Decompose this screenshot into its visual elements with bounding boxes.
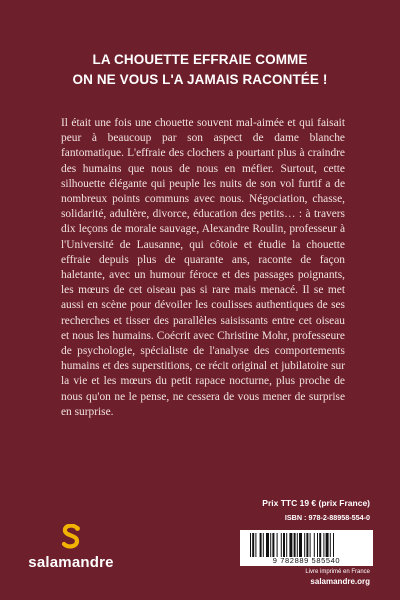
barcode-bar [306,533,308,557]
back-cover-headline [0,50,400,90]
barcode-bar [283,533,285,557]
barcode-bar [299,533,302,557]
salamandre-s-icon [60,524,82,550]
barcode-bar [270,533,271,557]
barcode-bar [250,533,251,557]
barcode-bar [255,533,256,557]
headline-line-2: ON NE VOUS L'A JAMAIS RACONTÉE ! [72,72,328,87]
barcode-bar [330,533,331,557]
barcode-bar [304,533,305,557]
barcode-bar [289,533,292,557]
barcode-digits: 9 782889 585540 [272,556,341,565]
barcode-bar [297,533,298,557]
barcode-bar [277,533,278,557]
price-text: Prix TTC 19 € (prix France) [262,498,370,508]
barcode [240,530,373,566]
barcode-bar [333,533,334,557]
barcode-bar [326,533,329,557]
headline-line-1: LA CHOUETTE EFFRAIE COMME [92,52,308,67]
barcode-bars [250,533,363,557]
barcode-bar [281,533,282,557]
barcode-bar [314,533,315,557]
website-text: salamandre.org [310,577,370,586]
isbn-text: ISBN : 978-2-88958-554-0 [284,513,370,522]
barcode-bar [272,533,274,557]
barcode-bar [323,533,324,557]
printed-in-text: Livre imprimé en France [305,569,370,575]
barcode-bar [252,533,254,557]
barcode-bar [266,533,269,557]
barcode-bar [263,533,264,557]
publisher-name: salamandre [28,554,114,571]
imprint-block [305,568,370,587]
book-blurb: Il était une fois une chouette souvent mal-aimée et qui faisait peur à beaucoup par son aspect de dame blanche fantomatique. L'effraie des clochers a pourtant plus à craindre des humains que nous de nous en méfier. Surtout, cette silhouette élégante qui peuple les nuits de son vol furtif a de nombreux points communs avec nous. Négociation, chasse, solidarité, adultère, divorce, éducation des petits… : à travers dix leçons de morale sauvage, Alexandre Roulin, professeur à l'Université de Lausanne, qui côtoie et étudie la chouette effraie depuis plus de quarante ans, raconte de façon haletante, avec un humour féroce et des passages poignants, les mœurs de cet oiseau pas si rare mais menacé. Il se met aussi en scène pour dévoiler les coulisses authentiques de ses recherches et tisser des parallèles saisissants entre cet oiseau et nous les humains. Coécrit avec Christine Mohr, professeure de psychologie, spécialiste de l'analyse des comportements humains et des superstitions, ce récit original et jubilatoire sur la vie et les mœurs du petit rapace nocturne, plus proche de nous qu'on ne le pense, ne cessera de vous mener de surprise en surprise. [61,117,345,418]
barcode-bar [294,533,296,557]
barcode-bar [317,533,318,557]
barcode-bar [319,533,321,557]
publisher-logo [16,524,126,584]
price-block [262,498,370,523]
barcode-bar [310,533,311,557]
barcode-bar [286,533,287,557]
barcode-bar [260,533,262,557]
